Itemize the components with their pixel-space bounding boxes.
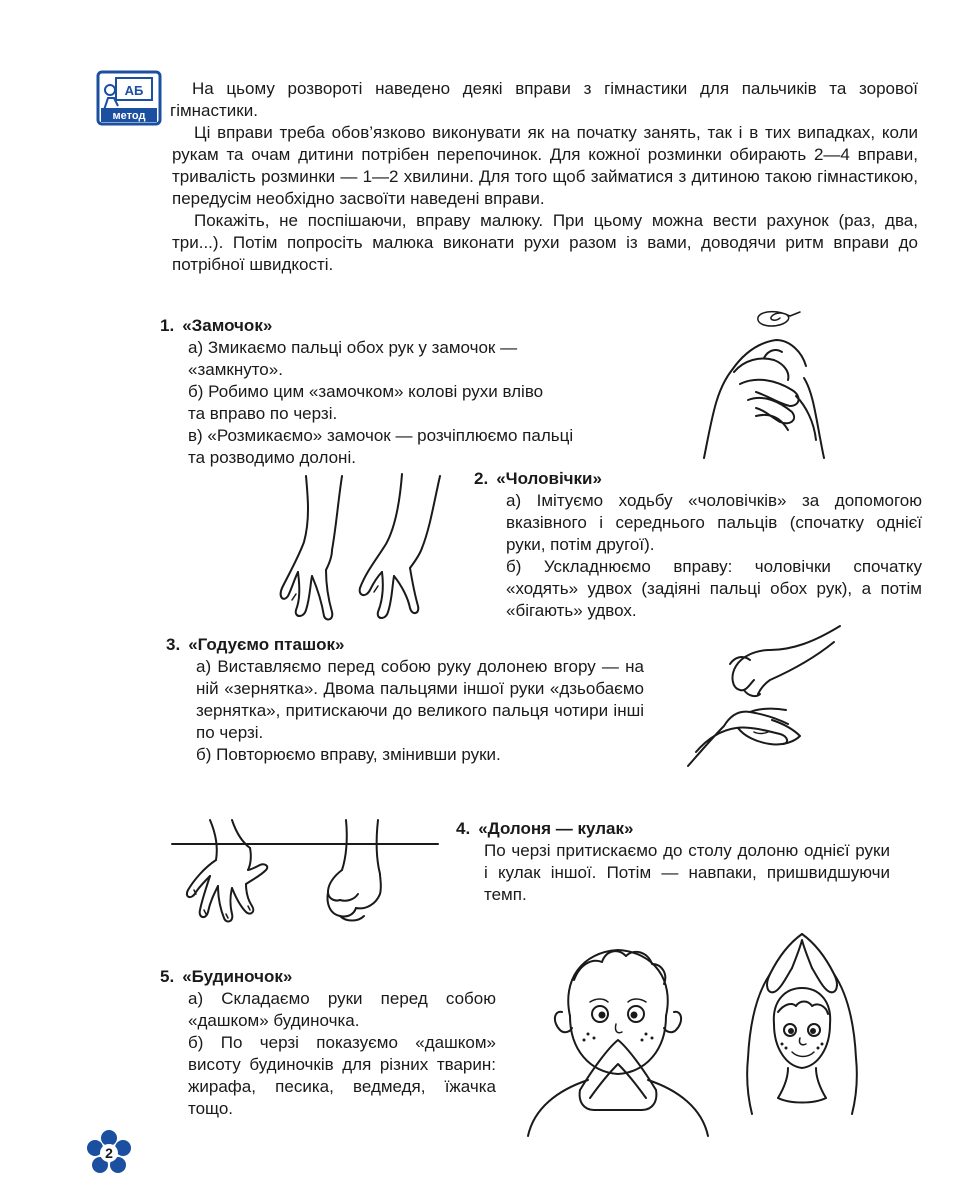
exercise-number: 2. <box>474 469 489 488</box>
exercise-title: «Долоня — кулак» <box>478 819 634 838</box>
palm-fist-illustration <box>170 818 440 948</box>
boy-roof-hands-low-illustration <box>518 940 718 1140</box>
exercise-number: 1. <box>160 316 175 335</box>
method-badge-icon <box>96 70 162 126</box>
intro-text <box>172 78 918 276</box>
intro-paragraph-1: На цьому розвороті наведено деякі вправи з гімнастики для пальчиків та зорової гімнастики. <box>170 79 918 120</box>
exercise-2 <box>474 468 922 622</box>
exercise-line: «замкнуто». <box>188 360 283 379</box>
exercise-title: «Чоловічки» <box>496 469 602 488</box>
exercise-number: 3. <box>166 635 181 654</box>
svg-text:2: 2 <box>105 1145 113 1161</box>
exercise-line: а) Виставляємо перед собою руку долонею вгору — на ній «зернятка». Двома пальцями іншої руки «дзьобаємо зернятка», притискаючи до великого пальця чотири інші по черзі. <box>196 657 644 742</box>
exercise-line: По черзі притискаємо до столу долоню однієї руки і кулак іншої. Потім — навпаки, пришвидшуючи темп. <box>484 841 890 904</box>
exercise-3 <box>166 634 644 766</box>
boy-roof-hands-high-illustration <box>738 928 868 1143</box>
exercise-line: а) Складаємо руки перед собою «дашком» будиночка. <box>188 989 496 1030</box>
intro-paragraph-2: Ці вправи треба обов’язково виконувати як на початку занять, так і в тих випадках, коли рукам та очам дитини потрібен перепочинок. Для кожної розминки обирають 2—4 вправи, тривалість розминки — 1—2 хвилини. Для того щоб займатися з дитиною такою гімнастикою, передусім необхідно засвоїти наведені вправи. <box>172 123 918 208</box>
exercise-line: б) По черзі показуємо «дашком» висоту будиночків для різних тварин: жирафа, песика, ведмедя, їжачка тощо. <box>188 1033 496 1118</box>
feeding-birds-illustration <box>684 620 844 770</box>
svg-text:АБ: АБ <box>124 83 144 98</box>
exercise-1 <box>160 315 660 469</box>
exercise-title: «Будиночок» <box>182 967 293 986</box>
exercise-line: в) «Розмикаємо» замочок — розчіплюємо пальці <box>188 426 574 445</box>
exercise-title: «Годуємо пташок» <box>188 635 345 654</box>
exercise-number: 5. <box>160 967 175 986</box>
exercise-5 <box>160 966 496 1120</box>
exercise-line: та вправо по черзі. <box>188 404 338 423</box>
exercise-title: «Замочок» <box>182 316 273 335</box>
walking-fingers-illustration <box>270 472 465 622</box>
svg-text:метод: метод <box>112 110 146 122</box>
exercise-4 <box>456 818 890 906</box>
intro-paragraph-3: Покажіть, не поспішаючи, вправу малюку. При цьому можна вести рахунок (раз, два, три...). Потім попросіть малюка виконати рухи разом із вами, доводячи ритм вправи до потрібної швидкості. <box>172 211 918 274</box>
exercise-line: б) Ускладнюємо вправу: чоловічки спочатку «ходять» удвох (задіяні пальці обох рук), а потім «бігають» удвох. <box>506 557 922 620</box>
exercise-line: а) Змикаємо пальці обох рук у замочок — <box>188 338 518 357</box>
exercise-line: б) Повторюємо вправу, змінивши руки. <box>196 745 501 764</box>
exercise-line: та розводимо долоні. <box>188 448 356 467</box>
exercise-line: а) Імітуємо ходьбу «чоловічків» за допомогою вказівного і середнього пальців (спочатку однієї руки, потім другої). <box>506 491 922 554</box>
clasped-hands-illustration <box>664 298 864 460</box>
exercise-line: б) Робимо цим «замочком» колові рухи вліво <box>188 382 544 401</box>
exercise-number: 4. <box>456 819 471 838</box>
page-number-flower-icon <box>86 1130 132 1176</box>
